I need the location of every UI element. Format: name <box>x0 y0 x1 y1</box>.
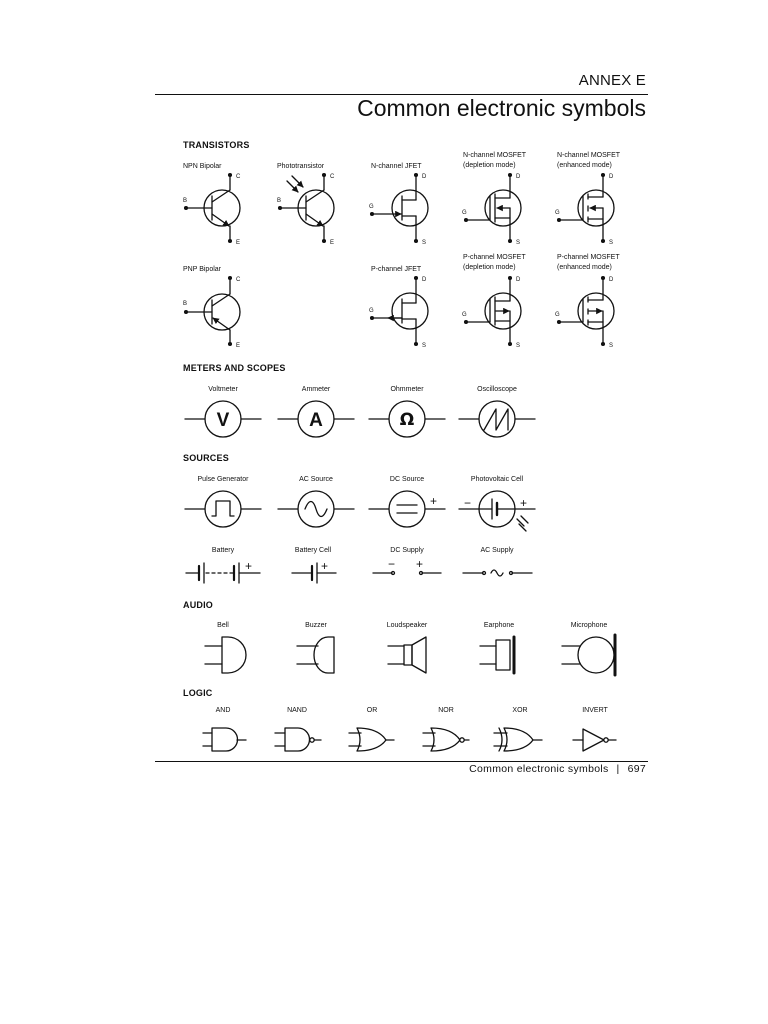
nmos-dep-pin-d: D <box>516 174 521 180</box>
pmos-enhanced-symbol <box>555 277 614 349</box>
section-meters: METERS AND SCOPES <box>183 363 286 373</box>
njfet-pin-g: G <box>369 204 374 210</box>
npn-label: NPN Bipolar <box>183 163 222 170</box>
invert-gate-symbol <box>573 729 616 751</box>
npn-pin-e: E <box>236 240 241 246</box>
ohmmeter-omega: Ω <box>399 410 415 430</box>
xor-gate-symbol <box>494 728 542 751</box>
or-label: OR <box>366 707 378 714</box>
nmos-enhanced-symbol <box>555 174 614 246</box>
section-transistors: TRANSISTORS <box>183 140 250 150</box>
nmos-dep-pin-s: S <box>516 240 521 246</box>
njfet-label: N-channel JFET <box>371 163 422 170</box>
page-number: 697 <box>627 763 646 775</box>
photovoltaic-symbol <box>459 491 535 531</box>
footer-title: Common electronic symbols <box>469 763 609 775</box>
ac-source-label: AC Source <box>299 476 333 483</box>
earphone-label: Earphone <box>483 622 515 629</box>
pjfet-pin-g: G <box>369 308 374 314</box>
invert-label: INVERT <box>582 707 608 714</box>
ohmmeter-symbol <box>369 401 445 437</box>
njfet-symbol <box>369 174 428 246</box>
pjfet-symbol <box>369 277 428 349</box>
ac-source-symbol <box>278 491 354 527</box>
nmos-enh-label-2: (enhanced mode) <box>557 162 612 169</box>
npn-bipolar-symbol <box>183 174 241 246</box>
pmos-enh-pin-s: S <box>609 343 614 349</box>
microphone-symbol <box>562 635 615 675</box>
nmos-enh-pin-s: S <box>609 240 614 246</box>
pulse-generator-symbol <box>185 491 261 527</box>
pmos-dep-pin-s: S <box>516 343 521 349</box>
battery-plus: + <box>245 559 253 573</box>
section-audio: AUDIO <box>183 600 213 610</box>
page-title: Common electronic symbols <box>357 95 646 121</box>
ammeter-letter: A <box>309 410 323 431</box>
buzzer-label: Buzzer <box>305 622 327 629</box>
pmos-dep-pin-g: G <box>462 312 467 318</box>
ac-supply-label: AC Supply <box>480 547 514 554</box>
oscilloscope-symbol <box>459 401 535 437</box>
nmos-enh-label-1: N-channel MOSFET <box>557 152 621 159</box>
oscilloscope-label: Oscilloscope <box>477 386 517 393</box>
battery-cell-plus: + <box>321 559 329 573</box>
nmos-dep-pin-g: G <box>462 210 467 216</box>
photo-pin-c: C <box>330 174 335 180</box>
pjfet-pin-d: D <box>422 277 427 283</box>
dc-supply-label: DC Supply <box>390 547 424 554</box>
dc-supply-symbol <box>373 557 441 575</box>
voltmeter-letter: V <box>216 410 230 431</box>
njfet-pin-d: D <box>422 174 427 180</box>
pjfet-pin-s: S <box>422 343 427 349</box>
pmos-enh-label-2: (enhanced mode) <box>557 264 612 271</box>
pmos-dep-label-2: (depletion mode) <box>463 264 516 271</box>
ammeter-symbol <box>278 401 354 437</box>
voltmeter-label: Voltmeter <box>208 386 238 393</box>
battery-label: Battery <box>211 547 235 554</box>
footer-separator: | <box>616 763 620 775</box>
pmos-dep-pin-d: D <box>516 277 521 283</box>
phototransistor-label: Phototransistor <box>277 163 325 170</box>
photo-pin-e: E <box>330 240 335 246</box>
nand-label: NAND <box>287 707 307 714</box>
microphone-label: Microphone <box>570 622 608 629</box>
dc-source-label: DC Source <box>389 476 425 483</box>
loudspeaker-label: Loudspeaker <box>386 622 428 629</box>
photovoltaic-label: Photovoltaic Cell <box>470 476 524 483</box>
dc-source-symbol <box>369 491 445 527</box>
battery-cell-label: Battery Cell <box>294 547 332 554</box>
pnp-pin-e: E <box>236 343 241 349</box>
and-gate-symbol <box>203 728 246 751</box>
pmos-enh-pin-g: G <box>555 312 560 318</box>
battery-symbol <box>186 559 260 583</box>
pv-plus: + <box>520 496 528 510</box>
njfet-pin-s: S <box>422 240 427 246</box>
nand-gate-symbol <box>275 728 321 751</box>
earphone-symbol <box>480 637 514 673</box>
pmos-dep-label-1: P-channel MOSFET <box>463 254 526 261</box>
and-label: AND <box>215 707 231 714</box>
dc-supply-plus: + <box>416 557 424 571</box>
phototransistor-symbol <box>277 174 335 246</box>
page-footer <box>469 763 646 775</box>
nmos-dep-label-2: (depletion mode) <box>463 162 516 169</box>
nmos-enh-pin-d: D <box>609 174 614 180</box>
footer-rule <box>155 761 648 762</box>
pv-minus: − <box>464 496 472 510</box>
dc-supply-minus: − <box>388 557 396 571</box>
pmos-enh-pin-d: D <box>609 277 614 283</box>
pulse-generator-label: Pulse Generator <box>197 476 249 483</box>
battery-cell-symbol <box>292 559 336 583</box>
npn-pin-c: C <box>236 174 241 180</box>
loudspeaker-symbol <box>388 637 426 673</box>
nmos-depletion-symbol <box>462 174 521 246</box>
xor-label: XOR <box>512 707 528 714</box>
or-gate-symbol <box>349 728 394 751</box>
nmos-dep-label-1: N-channel MOSFET <box>463 152 527 159</box>
bell-symbol <box>205 637 246 673</box>
nmos-enh-pin-g: G <box>555 210 560 216</box>
pnp-pin-b: B <box>183 301 188 307</box>
annex-label: ANNEX E <box>578 72 646 89</box>
ac-supply-symbol <box>463 570 532 576</box>
nor-gate-symbol <box>423 728 469 751</box>
npn-pin-b: B <box>183 198 188 204</box>
dc-source-plus: + <box>430 494 438 508</box>
pnp-bipolar-symbol <box>183 277 241 349</box>
bell-label: Bell <box>217 622 229 629</box>
photo-pin-b: B <box>277 198 282 204</box>
section-logic: LOGIC <box>183 688 213 698</box>
ammeter-label: Ammeter <box>301 386 331 393</box>
pjfet-label: P-channel JFET <box>371 266 422 273</box>
voltmeter-symbol <box>185 401 261 437</box>
ohmmeter-label: Ohmmeter <box>390 386 424 393</box>
nor-label: NOR <box>438 707 454 714</box>
pmos-enh-label-1: P-channel MOSFET <box>557 254 620 261</box>
pmos-depletion-symbol <box>462 277 521 349</box>
pnp-label: PNP Bipolar <box>183 266 222 273</box>
pnp-pin-c: C <box>236 277 241 283</box>
buzzer-symbol <box>297 637 334 673</box>
section-sources: SOURCES <box>183 453 229 463</box>
